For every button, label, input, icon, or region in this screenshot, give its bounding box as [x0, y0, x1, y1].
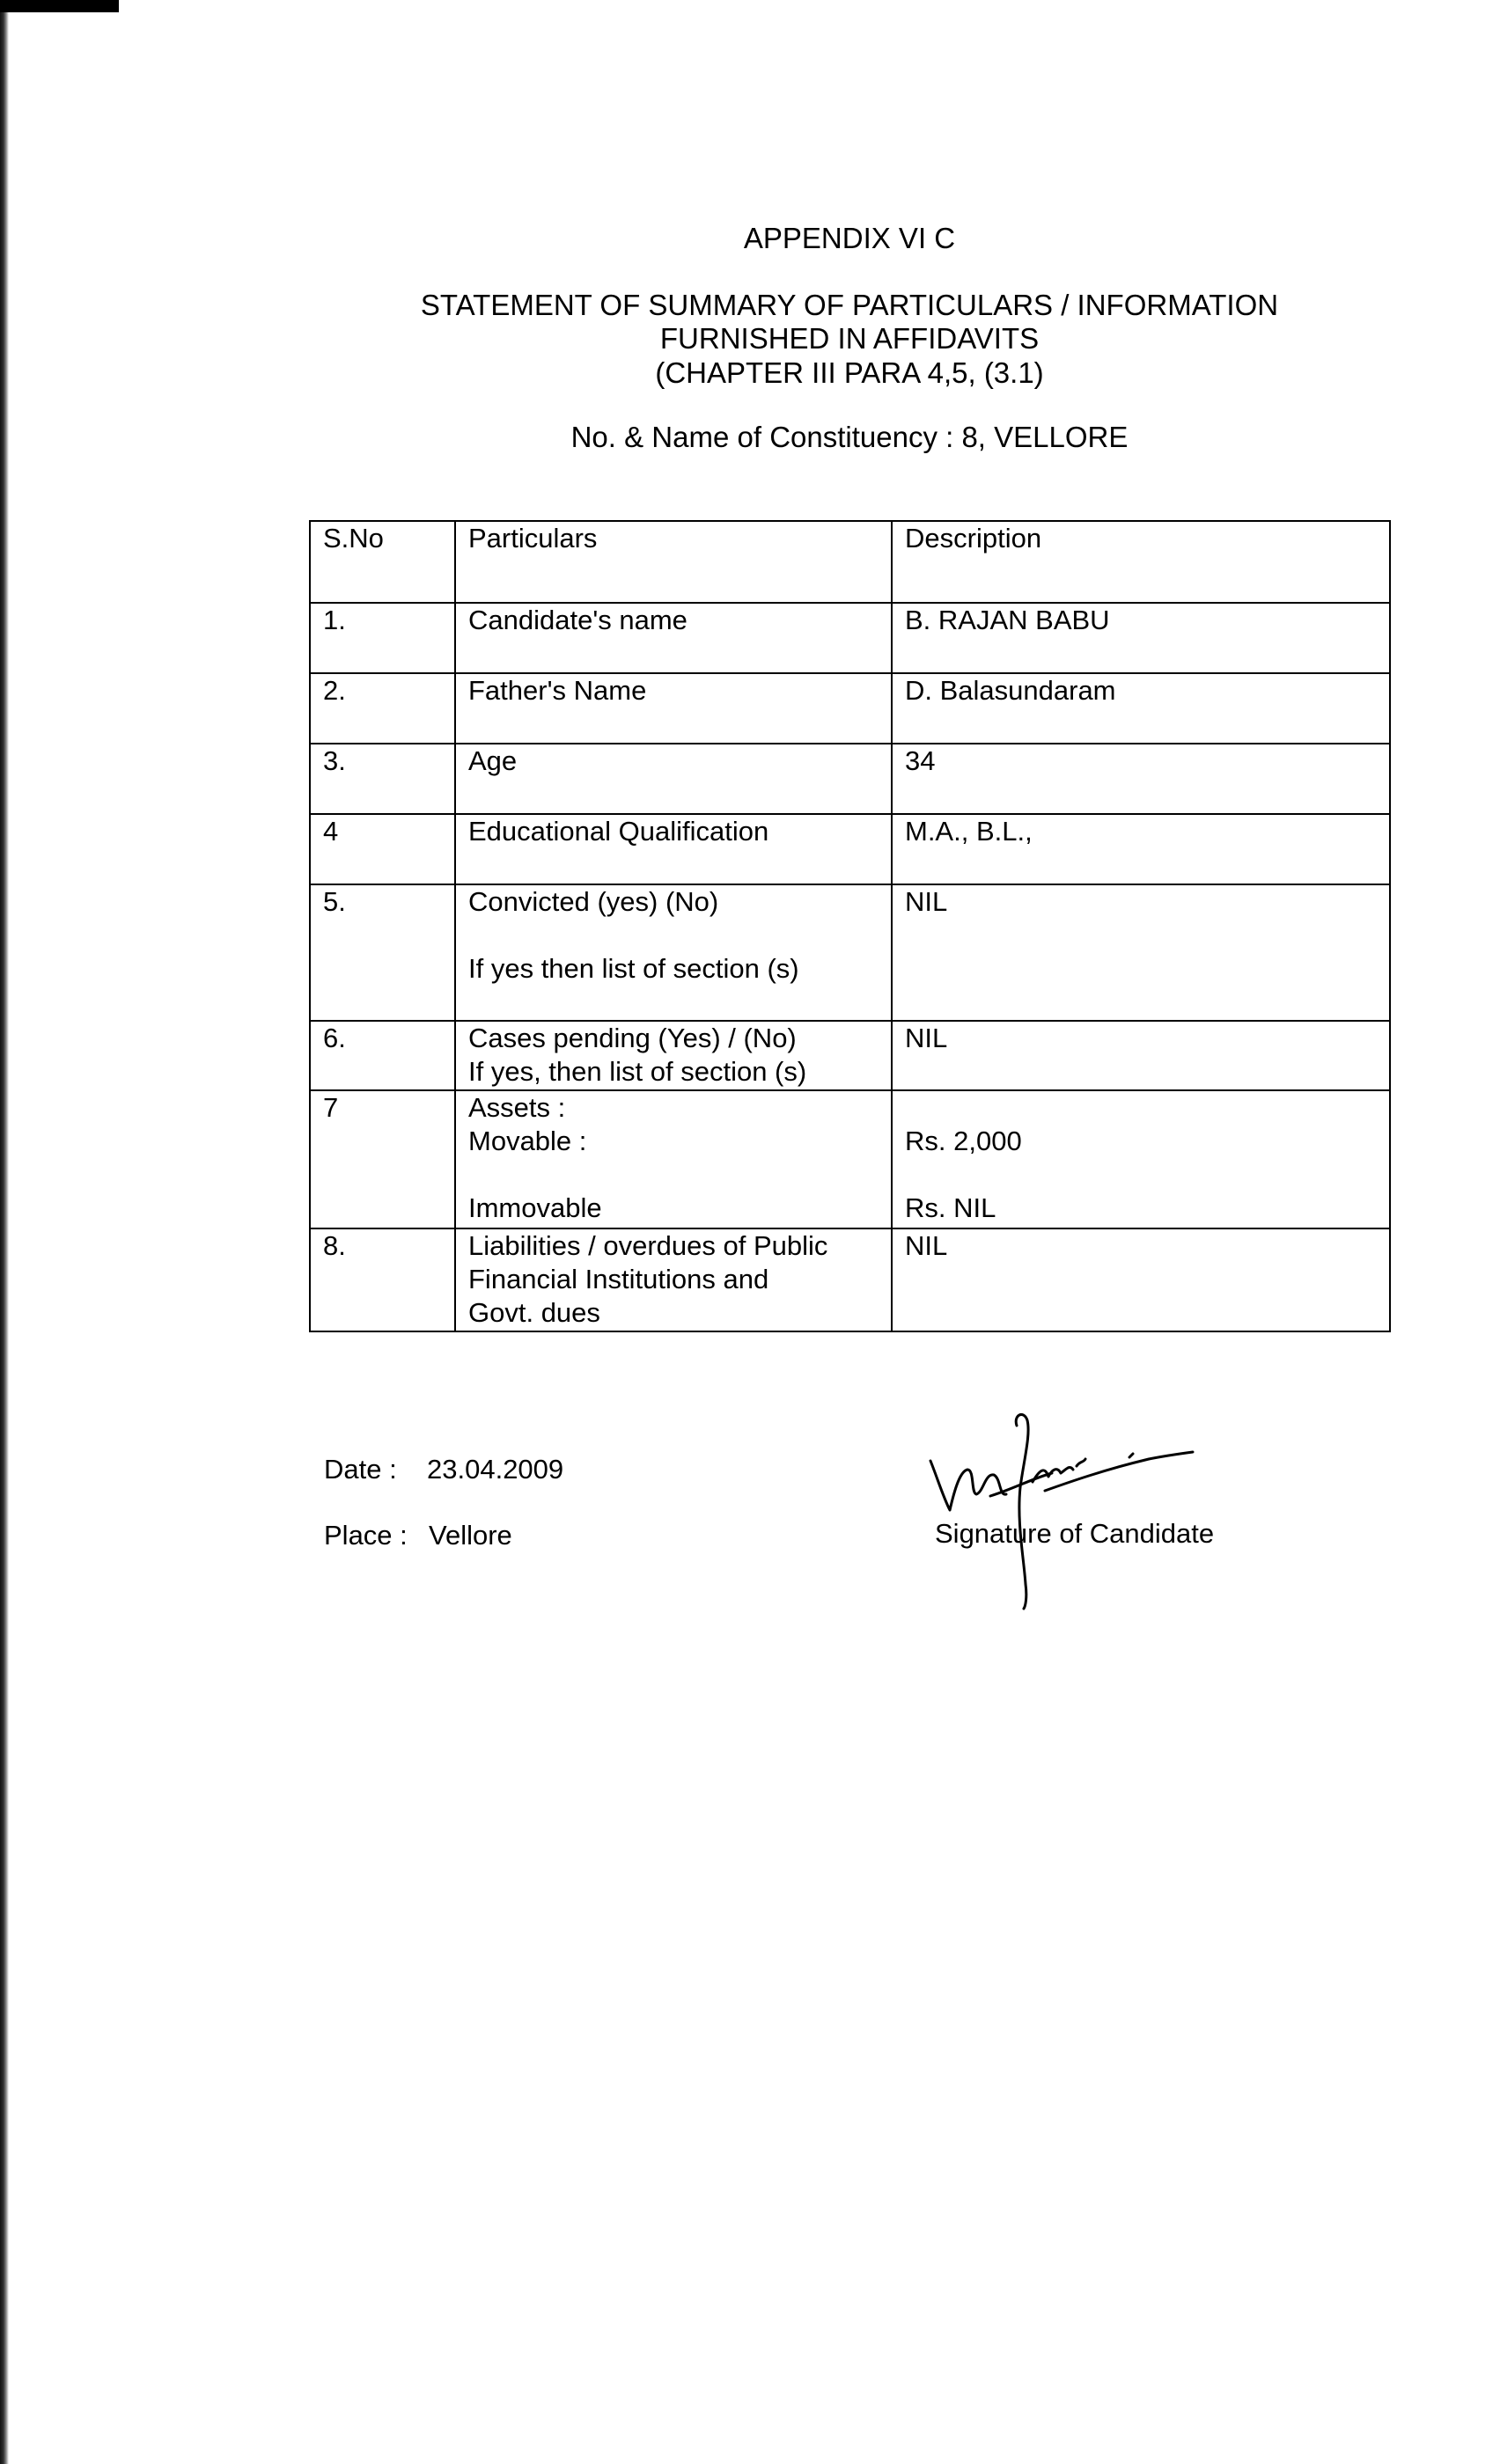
signature-label: Signature of Candidate — [935, 1518, 1215, 1549]
place-label: Place : — [324, 1520, 408, 1551]
row-particulars: Assets : Movable : Immovable — [455, 1090, 892, 1228]
table-row — [310, 1228, 1390, 1331]
header-sno: S.No — [310, 521, 455, 603]
date-value: 23.04.2009 — [427, 1454, 564, 1485]
row-description: 34 — [892, 744, 1390, 814]
row-description: NIL — [892, 1021, 1390, 1090]
particulars-table — [309, 520, 1391, 1332]
row-sno: 6. — [310, 1021, 455, 1090]
row-sno: 2. — [310, 673, 455, 744]
place-value: Vellore — [429, 1520, 512, 1551]
header-particulars: Particulars — [455, 521, 892, 603]
header-description: Description — [892, 521, 1390, 603]
row-sno: 3. — [310, 744, 455, 814]
row-sno: 8. — [310, 1228, 455, 1331]
constituency-line: No. & Name of Constituency : 8, VELLORE — [570, 421, 1129, 453]
table-row — [310, 603, 1390, 673]
row-particulars: Cases pending (Yes) / (No) If yes, then list of section (s) — [455, 1021, 892, 1090]
title-line-3: (CHAPTER III PARA 4,5, (3.1) — [655, 356, 1044, 389]
date-label: Date : — [324, 1454, 397, 1485]
scan-edge — [0, 0, 9, 2464]
row-particulars: Liabilities / overdues of Public Financial Institutions and Govt. dues — [455, 1228, 892, 1331]
row-sno: 4 — [310, 814, 455, 884]
row-sno: 5. — [310, 884, 455, 1021]
row-particulars: Age — [455, 744, 892, 814]
row-description: D. Balasundaram — [892, 673, 1390, 744]
title-line-1: STATEMENT OF SUMMARY OF PARTICULARS / INFORMATION — [420, 289, 1279, 321]
scan-corner-mark — [0, 0, 119, 12]
row-particulars: Father's Name — [455, 673, 892, 744]
row-particulars: Educational Qualification — [455, 814, 892, 884]
table-row — [310, 673, 1390, 744]
row-sno: 1. — [310, 603, 455, 673]
appendix-label: APPENDIX VI C — [743, 222, 956, 254]
row-description: M.A., B.L., — [892, 814, 1390, 884]
table-row — [310, 1090, 1390, 1228]
row-particulars: Convicted (yes) (No) If yes then list of section (s) — [455, 884, 892, 1021]
row-sno: 7 — [310, 1090, 455, 1228]
handwritten-signature — [929, 1408, 1210, 1610]
row-description: B. RAJAN BABU — [892, 603, 1390, 673]
row-description: NIL — [892, 1228, 1390, 1331]
title-line-2: FURNISHED IN AFFIDAVITS — [659, 322, 1040, 355]
table-row — [310, 814, 1390, 884]
row-description: NIL — [892, 884, 1390, 1021]
row-particulars: Candidate's name — [455, 603, 892, 673]
table-row — [310, 1021, 1390, 1090]
row-description: Rs. 2,000 Rs. NIL — [892, 1090, 1390, 1228]
table-header-row — [310, 521, 1390, 603]
table-row — [310, 884, 1390, 1021]
table-row — [310, 744, 1390, 814]
